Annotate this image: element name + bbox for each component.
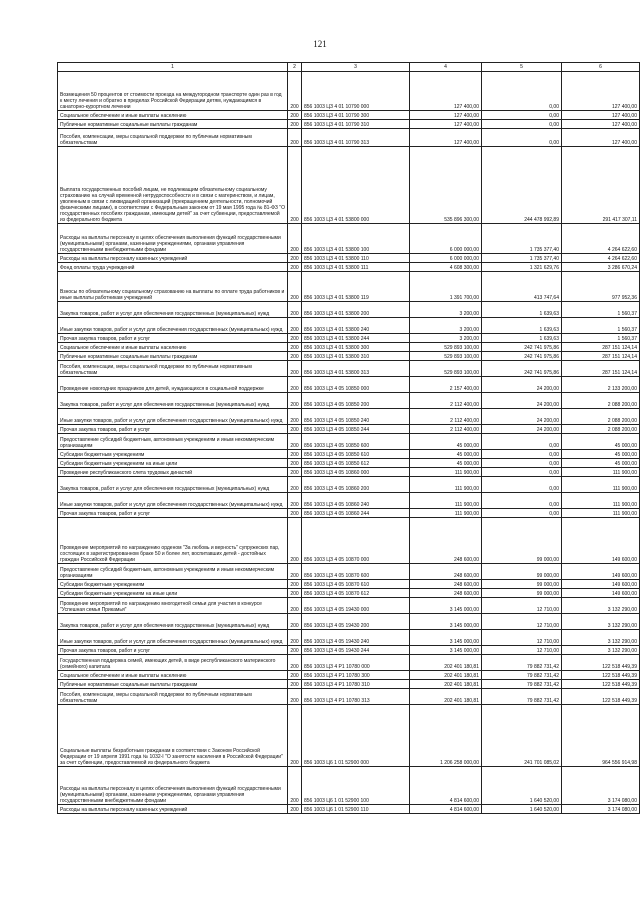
row-line-code: 200 — [288, 518, 302, 564]
row-description: Предоставление субсидий бюджетным, автономным учреждениям и иным некоммерческим организациям — [58, 434, 288, 450]
row-approved: 45 000,00 — [410, 434, 482, 450]
table-row — [58, 361, 640, 377]
row-executed: 1 639,63 — [482, 334, 562, 343]
row-budget-code: 856 1003 Ц6 1 01 52900 100 — [302, 767, 410, 805]
row-approved: 4 608 300,00 — [410, 263, 482, 272]
row-budget-code: 856 1003 ЦЗ 4 05 10870 000 — [302, 518, 410, 564]
row-description: Возмещения 50 процентов от стоимости проезда на междугородном транспорте один раз в год к месту лечения и обратно в пределах Российской Федерации детям, нуждающимся в санаторно-курортном лечении — [58, 72, 288, 111]
row-line-code: 200 — [288, 425, 302, 434]
row-executed: 0,00 — [482, 72, 562, 111]
row-approved: 127 400,00 — [410, 120, 482, 129]
row-line-code: 200 — [288, 129, 302, 147]
row-unexecuted: 3 132 290,00 — [562, 646, 640, 655]
row-description: Прочая закупка товаров, работ и услуг — [58, 646, 288, 655]
row-line-code: 200 — [288, 450, 302, 459]
row-executed: 244 478 992,89 — [482, 147, 562, 224]
row-budget-code: 856 1003 ЦЗ 4 05 10860 200 — [302, 477, 410, 493]
row-unexecuted: 45 000,00 — [562, 459, 640, 468]
row-approved: 529 893 100,00 — [410, 361, 482, 377]
row-description: Закупка товаров, работ и услуг для обеспечения государственных (муниципальных) нужд — [58, 302, 288, 318]
row-line-code: 200 — [288, 477, 302, 493]
table-row — [58, 450, 640, 459]
row-executed: 79 882 731,42 — [482, 689, 562, 705]
row-executed: 99 000,00 — [482, 580, 562, 589]
table-row — [58, 477, 640, 493]
row-budget-code: 856 1003 ЦЗ 4 01 53800 200 — [302, 302, 410, 318]
row-approved: 3 145 000,00 — [410, 614, 482, 630]
row-executed: 0,00 — [482, 129, 562, 147]
row-executed: 1 639,63 — [482, 302, 562, 318]
row-executed: 99 000,00 — [482, 518, 562, 564]
row-approved: 3 200,00 — [410, 318, 482, 334]
row-budget-code: 856 1003 ЦЗ 4 05 10870 600 — [302, 564, 410, 580]
row-executed: 0,00 — [482, 120, 562, 129]
row-line-code: 200 — [288, 705, 302, 767]
row-budget-code: 856 1003 ЦЗ 4 05 10870 612 — [302, 589, 410, 598]
row-executed: 24 200,00 — [482, 425, 562, 434]
table-row — [58, 655, 640, 671]
row-approved: 529 893 100,00 — [410, 343, 482, 352]
row-approved: 202 401 180,81 — [410, 689, 482, 705]
row-unexecuted: 291 417 307,11 — [562, 147, 640, 224]
row-description: Пособия, компенсации, меры социальной поддержки по публичным нормативным обязательствам — [58, 129, 288, 147]
row-description: Закупка товаров, работ и услуг для обеспечения государственных (муниципальных) нужд — [58, 614, 288, 630]
row-unexecuted: 1 560,37 — [562, 334, 640, 343]
row-description: Иные закупки товаров, работ и услуг для обеспечения государственных (муниципальных) нужд — [58, 409, 288, 425]
row-budget-code: 856 1003 ЦЗ 4 05 19430 240 — [302, 630, 410, 646]
row-line-code: 200 — [288, 393, 302, 409]
row-description: Выплата государственных пособий лицам, не подлежащим обязательному социальному страхованию на случай временной нетрудоспособности и в связи с материнством, и лицам, уволенным в связи с ликвидацией организаций (прекращением деятельности, полномочий физическими лицами), в соответствии с Федеральным законом от 19 мая 1995 года № 81-ФЗ "О государственных пособиях гражданам, имеющим детей" за счет субвенции, предоставляемой из федерального бюджета — [58, 147, 288, 224]
row-description: Публичные нормативные социальные выплаты гражданам — [58, 120, 288, 129]
row-description: Расходы на выплаты персоналу в целях обеспечения выполнения функций государственными (муниципальными) органами, казенными учреждениями, органами управления государственными внебюджетными фондами — [58, 224, 288, 254]
header-cell: 4 — [410, 63, 482, 72]
row-line-code: 200 — [288, 689, 302, 705]
row-approved: 1 206 258 000,00 — [410, 705, 482, 767]
row-executed: 0,00 — [482, 493, 562, 509]
row-budget-code: 856 1003 ЦЗ 4 01 53800 313 — [302, 361, 410, 377]
row-unexecuted: 149 600,00 — [562, 580, 640, 589]
table-row — [58, 564, 640, 580]
row-approved: 3 200,00 — [410, 302, 482, 318]
row-approved: 127 400,00 — [410, 72, 482, 111]
table-row — [58, 111, 640, 120]
row-executed: 99 000,00 — [482, 589, 562, 598]
row-unexecuted: 127 400,00 — [562, 120, 640, 129]
row-unexecuted: 45 000,00 — [562, 434, 640, 450]
row-description: Субсидии бюджетным учреждениям — [58, 450, 288, 459]
row-budget-code: 856 1003 ЦЗ 4 05 10850 600 — [302, 434, 410, 450]
row-line-code: 200 — [288, 459, 302, 468]
row-line-code: 200 — [288, 589, 302, 598]
table-row — [58, 263, 640, 272]
row-description: Прочая закупка товаров, работ и услуг — [58, 509, 288, 518]
row-description: Пособия, компенсации, меры социальной поддержки по публичным нормативным обязательствам — [58, 689, 288, 705]
row-description: Публичные нормативные социальные выплаты гражданам — [58, 680, 288, 689]
row-executed: 0,00 — [482, 459, 562, 468]
row-budget-code: 856 1003 Ц6 1 01 52900 000 — [302, 705, 410, 767]
row-budget-code: 856 1003 ЦЗ 4 05 10850 240 — [302, 409, 410, 425]
table-row — [58, 646, 640, 655]
row-description: Социальное обеспечение и иные выплаты населению — [58, 343, 288, 352]
row-line-code: 200 — [288, 598, 302, 614]
row-budget-code: 856 1003 ЦЗ 4 05 10860 240 — [302, 493, 410, 509]
row-unexecuted: 111 900,00 — [562, 493, 640, 509]
row-budget-code: 856 1003 Ц6 1 01 52900 110 — [302, 805, 410, 814]
row-line-code: 200 — [288, 318, 302, 334]
row-unexecuted: 1 560,37 — [562, 318, 640, 334]
row-line-code: 200 — [288, 263, 302, 272]
row-description: Проведение республиканского слета трудовых династий — [58, 468, 288, 477]
row-unexecuted: 2 088 200,00 — [562, 425, 640, 434]
table-row — [58, 805, 640, 814]
row-budget-code: 856 1003 ЦЗ 4 01 53800 111 — [302, 263, 410, 272]
table-row — [58, 589, 640, 598]
row-executed: 12 710,00 — [482, 598, 562, 614]
row-approved: 248 600,00 — [410, 518, 482, 564]
row-description: Государственная поддержка семей, имеющих детей, в виде республиканского материнского (семейного) капитала — [58, 655, 288, 671]
row-description: Социальные выплаты безработным гражданам в соответствии с Законом Российской Федерации от 19 апреля 1991 года № 1032-I "О занятости населения в Российской Федерации" за счет субвенции, предоставляемой из федерального бюджета — [58, 705, 288, 767]
header-cell: 1 — [58, 63, 288, 72]
row-line-code: 200 — [288, 272, 302, 302]
row-description: Расходы на выплаты персоналу в целях обеспечения выполнения функций государственными (муниципальными) органами, казенными учреждениями, органами управления государственными внебюджетными фондами — [58, 767, 288, 805]
row-budget-code: 856 1003 ЦЗ 4 05 19430 200 — [302, 614, 410, 630]
table-row — [58, 147, 640, 224]
row-line-code: 200 — [288, 468, 302, 477]
row-budget-code: 856 1003 ЦЗ 4 01 10790 310 — [302, 120, 410, 129]
header-row — [58, 63, 640, 72]
row-unexecuted: 111 900,00 — [562, 468, 640, 477]
table-row — [58, 120, 640, 129]
row-executed: 12 710,00 — [482, 646, 562, 655]
row-unexecuted: 3 132 290,00 — [562, 598, 640, 614]
row-executed: 0,00 — [482, 468, 562, 477]
row-line-code: 200 — [288, 72, 302, 111]
row-unexecuted: 977 952,36 — [562, 272, 640, 302]
row-executed: 79 882 731,42 — [482, 680, 562, 689]
row-line-code: 200 — [288, 434, 302, 450]
row-unexecuted: 964 556 914,98 — [562, 705, 640, 767]
row-executed: 1 735 377,40 — [482, 254, 562, 263]
row-unexecuted: 3 132 290,00 — [562, 614, 640, 630]
row-approved: 4 814 600,00 — [410, 805, 482, 814]
table-row — [58, 377, 640, 393]
row-approved: 248 600,00 — [410, 564, 482, 580]
table-row — [58, 425, 640, 434]
row-budget-code: 856 1003 ЦЗ 4 01 53800 110 — [302, 254, 410, 263]
row-description: Социальное обеспечение и иные выплаты населению — [58, 671, 288, 680]
page-number: 121 — [313, 39, 327, 49]
row-executed: 413 747,64 — [482, 272, 562, 302]
row-line-code: 200 — [288, 147, 302, 224]
row-approved: 45 000,00 — [410, 459, 482, 468]
table-row — [58, 352, 640, 361]
row-unexecuted: 122 518 449,39 — [562, 671, 640, 680]
row-line-code: 200 — [288, 409, 302, 425]
row-executed: 1 640 520,00 — [482, 767, 562, 805]
row-line-code: 200 — [288, 254, 302, 263]
row-description: Расходы на выплаты персоналу казенных учреждений — [58, 805, 288, 814]
table-row — [58, 343, 640, 352]
row-approved: 2 112 400,00 — [410, 409, 482, 425]
row-budget-code: 856 1003 ЦЗ 4 01 53800 000 — [302, 147, 410, 224]
row-budget-code: 856 1003 ЦЗ 4 01 10790 000 — [302, 72, 410, 111]
table-row — [58, 129, 640, 147]
row-description: Прочая закупка товаров, работ и услуг — [58, 334, 288, 343]
row-executed: 1 639,63 — [482, 318, 562, 334]
row-unexecuted: 111 900,00 — [562, 509, 640, 518]
table-row — [58, 671, 640, 680]
row-executed: 99 000,00 — [482, 564, 562, 580]
row-budget-code: 856 1003 ЦЗ 4 01 53800 310 — [302, 352, 410, 361]
row-line-code: 200 — [288, 805, 302, 814]
row-budget-code: 856 1003 ЦЗ 4 05 10850 200 — [302, 393, 410, 409]
row-executed: 241 701 085,02 — [482, 705, 562, 767]
row-executed: 12 710,00 — [482, 630, 562, 646]
row-line-code: 200 — [288, 352, 302, 361]
row-approved: 127 400,00 — [410, 129, 482, 147]
row-executed: 1 735 377,40 — [482, 224, 562, 254]
row-budget-code: 856 1003 ЦЗ 4 Р1 10780 310 — [302, 680, 410, 689]
table-row — [58, 224, 640, 254]
table-row — [58, 767, 640, 805]
row-approved: 529 893 100,00 — [410, 352, 482, 361]
row-description: Иные закупки товаров, работ и услуг для обеспечения государственных (муниципальных) нужд — [58, 493, 288, 509]
budget-table — [57, 62, 640, 814]
row-line-code: 200 — [288, 343, 302, 352]
row-executed: 12 710,00 — [482, 614, 562, 630]
row-description: Субсидии бюджетным учреждениям на иные цели — [58, 459, 288, 468]
row-budget-code: 856 1003 ЦЗ 4 05 10850 244 — [302, 425, 410, 434]
row-executed: 24 200,00 — [482, 393, 562, 409]
row-budget-code: 856 1003 ЦЗ 4 05 10850 612 — [302, 459, 410, 468]
row-line-code: 200 — [288, 655, 302, 671]
row-line-code: 200 — [288, 580, 302, 589]
row-line-code: 200 — [288, 680, 302, 689]
row-approved: 111 900,00 — [410, 477, 482, 493]
row-approved: 45 000,00 — [410, 450, 482, 459]
row-unexecuted: 287 151 124,14 — [562, 361, 640, 377]
row-unexecuted: 149 600,00 — [562, 518, 640, 564]
row-line-code: 200 — [288, 302, 302, 318]
row-unexecuted: 127 400,00 — [562, 111, 640, 120]
row-line-code: 200 — [288, 493, 302, 509]
row-unexecuted: 3 132 290,00 — [562, 630, 640, 646]
row-unexecuted: 3 174 080,00 — [562, 767, 640, 805]
header-cell: 5 — [482, 63, 562, 72]
row-unexecuted: 3 286 670,24 — [562, 263, 640, 272]
row-budget-code: 856 1003 ЦЗ 4 05 19430 244 — [302, 646, 410, 655]
header-cell: 2 — [288, 63, 302, 72]
row-budget-code: 856 1003 ЦЗ 4 01 53800 240 — [302, 318, 410, 334]
row-line-code: 200 — [288, 334, 302, 343]
row-approved: 111 900,00 — [410, 493, 482, 509]
table-row — [58, 334, 640, 343]
row-description: Проведение мероприятий по награждению орденом "За любовь и верность" супружеских пар, состоящих в зарегистрированном браке 50 и более лет, воспитавших детей - достойных граждан Российской Федерации — [58, 518, 288, 564]
row-approved: 202 401 180,81 — [410, 655, 482, 671]
row-description: Субсидии бюджетным учреждениям на иные цели — [58, 589, 288, 598]
header-cell: 6 — [562, 63, 640, 72]
row-unexecuted: 111 900,00 — [562, 477, 640, 493]
row-budget-code: 856 1003 ЦЗ 4 01 10790 313 — [302, 129, 410, 147]
row-unexecuted: 127 400,00 — [562, 129, 640, 147]
row-budget-code: 856 1003 ЦЗ 4 01 53800 119 — [302, 272, 410, 302]
row-budget-code: 856 1003 ЦЗ 4 01 53800 244 — [302, 334, 410, 343]
row-approved: 3 145 000,00 — [410, 630, 482, 646]
row-executed: 0,00 — [482, 477, 562, 493]
row-budget-code: 856 1003 ЦЗ 4 Р1 10780 300 — [302, 671, 410, 680]
table-row — [58, 272, 640, 302]
row-executed: 242 741 975,86 — [482, 352, 562, 361]
row-line-code: 200 — [288, 767, 302, 805]
row-approved: 4 814 600,00 — [410, 767, 482, 805]
table-row — [58, 493, 640, 509]
row-budget-code: 856 1003 ЦЗ 4 Р1 10780 313 — [302, 689, 410, 705]
table-row — [58, 598, 640, 614]
row-approved: 6 000 000,00 — [410, 224, 482, 254]
row-description: Иные закупки товаров, работ и услуг для обеспечения государственных (муниципальных) нужд — [58, 318, 288, 334]
row-approved: 2 157 400,00 — [410, 377, 482, 393]
row-executed: 24 200,00 — [482, 409, 562, 425]
row-unexecuted: 122 518 449,39 — [562, 689, 640, 705]
row-approved: 202 401 180,81 — [410, 680, 482, 689]
header-cell: 3 — [302, 63, 410, 72]
row-approved: 248 600,00 — [410, 580, 482, 589]
table-row — [58, 72, 640, 111]
row-budget-code: 856 1003 ЦЗ 4 01 53800 100 — [302, 224, 410, 254]
row-budget-code: 856 1003 ЦЗ 4 05 10860 000 — [302, 468, 410, 477]
table-row — [58, 434, 640, 450]
row-description: Проведение мероприятий по награждению многодетной семьи для участия в конкурсе "Успешная семья Прикамья" — [58, 598, 288, 614]
row-unexecuted: 122 518 449,39 — [562, 655, 640, 671]
row-line-code: 200 — [288, 509, 302, 518]
row-approved: 3 200,00 — [410, 334, 482, 343]
row-budget-code: 856 1003 ЦЗ 4 05 19430 000 — [302, 598, 410, 614]
row-approved: 202 401 180,81 — [410, 671, 482, 680]
row-unexecuted: 1 560,37 — [562, 302, 640, 318]
row-executed: 1 640 520,00 — [482, 805, 562, 814]
row-description: Иные закупки товаров, работ и услуг для обеспечения государственных (муниципальных) нужд — [58, 630, 288, 646]
row-unexecuted: 45 000,00 — [562, 450, 640, 459]
row-budget-code: 856 1003 ЦЗ 4 01 53800 300 — [302, 343, 410, 352]
row-description: Субсидии бюджетным учреждениям — [58, 580, 288, 589]
row-line-code: 200 — [288, 646, 302, 655]
row-budget-code: 856 1003 ЦЗ 4 05 10850 610 — [302, 450, 410, 459]
row-budget-code: 856 1003 ЦЗ 4 05 10850 000 — [302, 377, 410, 393]
row-line-code: 200 — [288, 564, 302, 580]
row-approved: 2 112 400,00 — [410, 425, 482, 434]
row-budget-code: 856 1003 ЦЗ 4 05 10860 244 — [302, 509, 410, 518]
table-row — [58, 509, 640, 518]
row-description: Взносы по обязательному социальному страхованию на выплаты по оплате труда работников и иные выплаты работникам учреждений — [58, 272, 288, 302]
row-budget-code: 856 1003 ЦЗ 4 Р1 10780 000 — [302, 655, 410, 671]
row-unexecuted: 2 088 200,00 — [562, 409, 640, 425]
row-line-code: 200 — [288, 111, 302, 120]
table-row — [58, 689, 640, 705]
row-approved: 535 896 300,00 — [410, 147, 482, 224]
table-row — [58, 614, 640, 630]
row-unexecuted: 122 518 449,39 — [562, 680, 640, 689]
row-unexecuted: 4 264 622,60 — [562, 224, 640, 254]
row-executed: 0,00 — [482, 111, 562, 120]
row-executed: 79 882 731,42 — [482, 671, 562, 680]
row-unexecuted: 287 151 124,14 — [562, 343, 640, 352]
row-executed: 0,00 — [482, 450, 562, 459]
table-row — [58, 459, 640, 468]
table-row — [58, 254, 640, 263]
row-unexecuted: 287 151 124,14 — [562, 352, 640, 361]
row-unexecuted: 2 133 200,00 — [562, 377, 640, 393]
row-line-code: 200 — [288, 630, 302, 646]
row-approved: 6 000 000,00 — [410, 254, 482, 263]
row-description: Пособия, компенсации, меры социальной поддержки по публичным нормативным обязательствам — [58, 361, 288, 377]
row-approved: 248 600,00 — [410, 589, 482, 598]
row-budget-code: 856 1003 ЦЗ 4 01 10790 300 — [302, 111, 410, 120]
row-line-code: 200 — [288, 361, 302, 377]
row-line-code: 200 — [288, 224, 302, 254]
row-description: Прочая закупка товаров, работ и услуг — [58, 425, 288, 434]
table-row — [58, 468, 640, 477]
row-executed: 0,00 — [482, 509, 562, 518]
table-row — [58, 318, 640, 334]
row-approved: 3 145 000,00 — [410, 598, 482, 614]
row-executed: 24 200,00 — [482, 377, 562, 393]
row-approved: 111 900,00 — [410, 509, 482, 518]
row-description: Предоставление субсидий бюджетным, автономным учреждениям и иным некоммерческим организациям — [58, 564, 288, 580]
row-approved: 3 145 000,00 — [410, 646, 482, 655]
row-description: Проведение новогодних праздников для детей, нуждающихся в социальной поддержке — [58, 377, 288, 393]
row-unexecuted: 3 174 080,00 — [562, 805, 640, 814]
table-row — [58, 302, 640, 318]
table-row — [58, 680, 640, 689]
row-budget-code: 856 1003 ЦЗ 4 05 10870 610 — [302, 580, 410, 589]
row-unexecuted: 2 088 200,00 — [562, 393, 640, 409]
row-line-code: 200 — [288, 120, 302, 129]
table-row — [58, 393, 640, 409]
row-executed: 1 321 629,76 — [482, 263, 562, 272]
table-row — [58, 580, 640, 589]
row-description: Закупка товаров, работ и услуг для обеспечения государственных (муниципальных) нужд — [58, 393, 288, 409]
row-executed: 242 741 975,86 — [482, 343, 562, 352]
row-unexecuted: 149 600,00 — [562, 564, 640, 580]
row-line-code: 200 — [288, 614, 302, 630]
table-row — [58, 518, 640, 564]
row-executed: 0,00 — [482, 434, 562, 450]
row-unexecuted: 4 264 622,60 — [562, 254, 640, 263]
table-row — [58, 409, 640, 425]
row-description: Расходы на выплаты персоналу казенных учреждений — [58, 254, 288, 263]
row-line-code: 200 — [288, 377, 302, 393]
row-line-code: 200 — [288, 671, 302, 680]
row-description: Закупка товаров, работ и услуг для обеспечения государственных (муниципальных) нужд — [58, 477, 288, 493]
table-row — [58, 705, 640, 767]
row-approved: 1 391 700,00 — [410, 272, 482, 302]
row-description: Фонд оплаты труда учреждений — [58, 263, 288, 272]
table-body — [58, 72, 640, 814]
row-approved: 2 112 400,00 — [410, 393, 482, 409]
row-approved: 111 900,00 — [410, 468, 482, 477]
row-unexecuted: 149 600,00 — [562, 589, 640, 598]
row-executed: 242 741 975,86 — [482, 361, 562, 377]
row-approved: 127 400,00 — [410, 111, 482, 120]
row-description: Социальное обеспечение и иные выплаты населению — [58, 111, 288, 120]
row-unexecuted: 127 400,00 — [562, 72, 640, 111]
table-row — [58, 630, 640, 646]
row-description: Публичные нормативные социальные выплаты гражданам — [58, 352, 288, 361]
row-executed: 79 882 731,42 — [482, 655, 562, 671]
